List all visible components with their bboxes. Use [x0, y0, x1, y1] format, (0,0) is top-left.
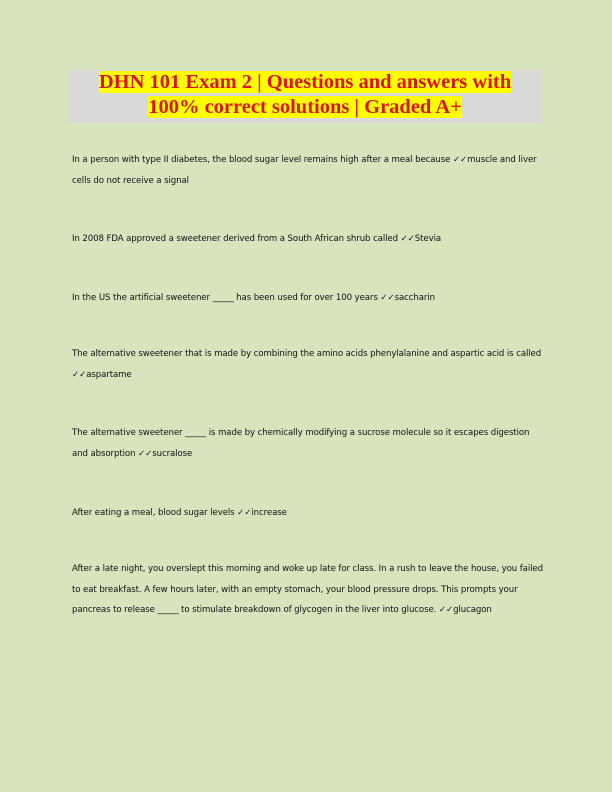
title-line-2: 100% correct solutions | Graded A+ — [148, 96, 462, 118]
qa-item-4: The alternative sweetener that is made by combining the amino acids phenylalanine and aspartic acid is called ✓✓aspartame — [72, 349, 542, 380]
qa-item-2: In 2008 FDA approved a sweetener derived from a South African shrub called ✓✓Stevia — [72, 234, 442, 244]
qa-item-1: In a person with type II diabetes, the blood sugar level remains high after a meal because ✓✓muscle and liver cells do not receive a signal — [72, 155, 537, 186]
title-block — [69, 70, 541, 123]
qa-item-6: After eating a meal, blood sugar levels ✓✓increase — [72, 508, 287, 518]
document-title — [69, 70, 541, 120]
title-line-1: DHN 101 Exam 2 | Questions and answers with — [98, 71, 512, 93]
qa-item-3: In the US the artificial sweetener _____ has been used for over 100 years ✓✓saccharin — [72, 293, 435, 303]
qa-item-5: The alternative sweetener _____ is made by chemically modifying a sucrose molecule so it escapes digestion and absorption ✓✓sucralose — [72, 428, 530, 459]
qa-item-7: After a late night, you overslept this morning and woke up late for class. In a rush to leave the house, you failed to eat breakfast. A few hours later, with an empty stomach, your blood pressure drops. This prompts your pancreas to release _____ to stimulate breakdown of glycogen in the liver into glucose. ✓✓glucagon — [72, 564, 543, 615]
